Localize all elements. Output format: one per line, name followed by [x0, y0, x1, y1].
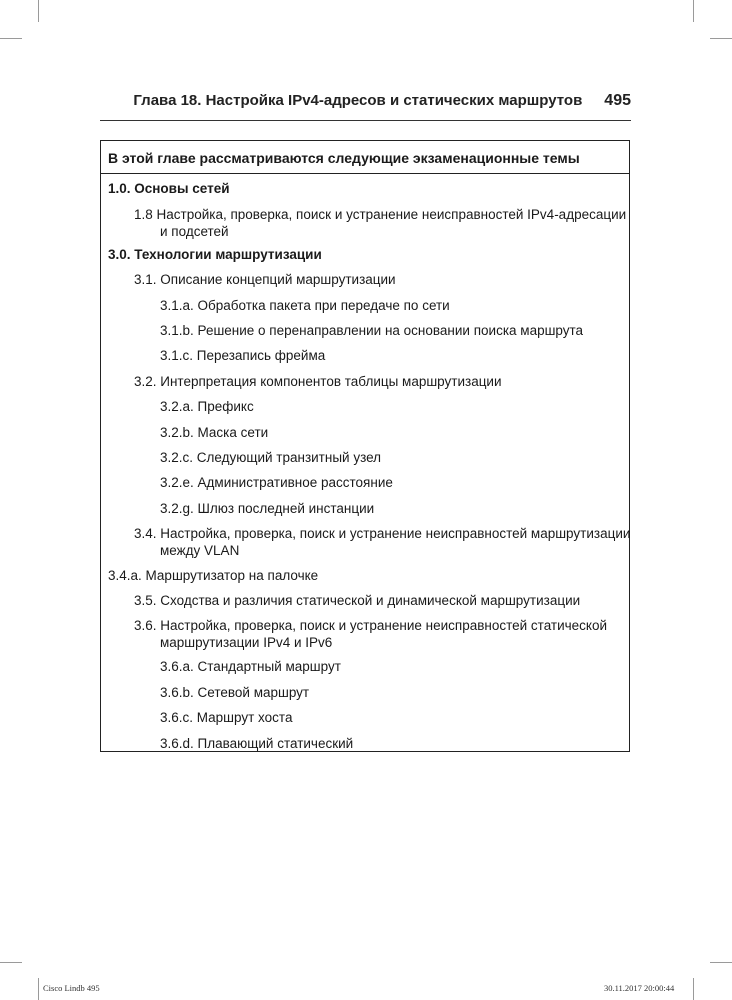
crop-mark	[710, 38, 732, 39]
crop-mark	[0, 38, 22, 39]
topic-item: 3.4.a. Маршрутизатор на палочке	[108, 568, 319, 583]
topic-item: 3.6.b. Сетевой маршрут	[160, 685, 310, 700]
topic-item: 3.1. Описание концепций маршрутизации	[134, 272, 396, 287]
topic-item: 3.2. Интерпретация компонентов таблицы маршрутизации	[134, 374, 502, 389]
header-rule	[100, 120, 631, 121]
topic-item: 3.1.a. Обработка пакета при передаче по сети	[160, 298, 450, 313]
footer-left: Cisco Lindb 495	[43, 983, 100, 993]
topic-item: 1.8 Настройка, проверка, поиск и устранение неисправностей IPv4-адресации и подсетей	[134, 207, 627, 239]
topic-item: 1.0. Основы сетей	[108, 181, 230, 196]
topic-item: 3.2.b. Маска сети	[160, 425, 269, 440]
topic-item: 3.6. Настройка, проверка, поиск и устранение неисправностей статической маршрутизации IPv4 и IPv6	[134, 618, 608, 650]
crop-mark	[693, 978, 694, 1000]
topic-item: 3.6.c. Маршрут хоста	[160, 710, 293, 725]
crop-mark	[38, 978, 39, 1000]
topic-item: 3.2.a. Префикс	[160, 399, 254, 414]
crop-mark	[710, 962, 732, 963]
topic-item: 3.1.c. Перезапись фрейма	[160, 348, 326, 363]
topic-item: 3.4. Настройка, проверка, поиск и устранение неисправностей маршрутизации между VLAN	[134, 526, 631, 558]
page-number: 495	[604, 92, 631, 109]
topic-item: 3.5. Сходства и различия статической и динамической маршрутизации	[134, 593, 581, 608]
topic-item: 3.0. Технологии маршрутизации	[108, 247, 322, 262]
topic-item: 3.1.b. Решение о перенаправлении на основании поиска маршрута	[160, 323, 584, 338]
topic-item: 3.2.g. Шлюз последней инстанции	[160, 501, 375, 516]
topic-item: 3.2.e. Административное расстояние	[160, 475, 393, 490]
box-title: В этой главе рассматриваются следующие экзаменационные темы	[101, 141, 629, 174]
exam-topics-box	[100, 140, 630, 752]
running-header	[100, 92, 631, 114]
footer-right: 30.11.2017 20:00:44	[604, 983, 675, 993]
chapter-title: Глава 18. Настройка IPv4-адресов и статических маршрутов	[133, 92, 583, 109]
topic-item: 3.2.c. Следующий транзитный узел	[160, 450, 382, 465]
topic-item: 3.6.a. Стандартный маршрут	[160, 659, 341, 674]
crop-mark	[693, 0, 694, 22]
crop-mark	[0, 962, 22, 963]
crop-mark	[38, 0, 39, 22]
topic-item: 3.6.d. Плавающий статический	[160, 736, 354, 751]
